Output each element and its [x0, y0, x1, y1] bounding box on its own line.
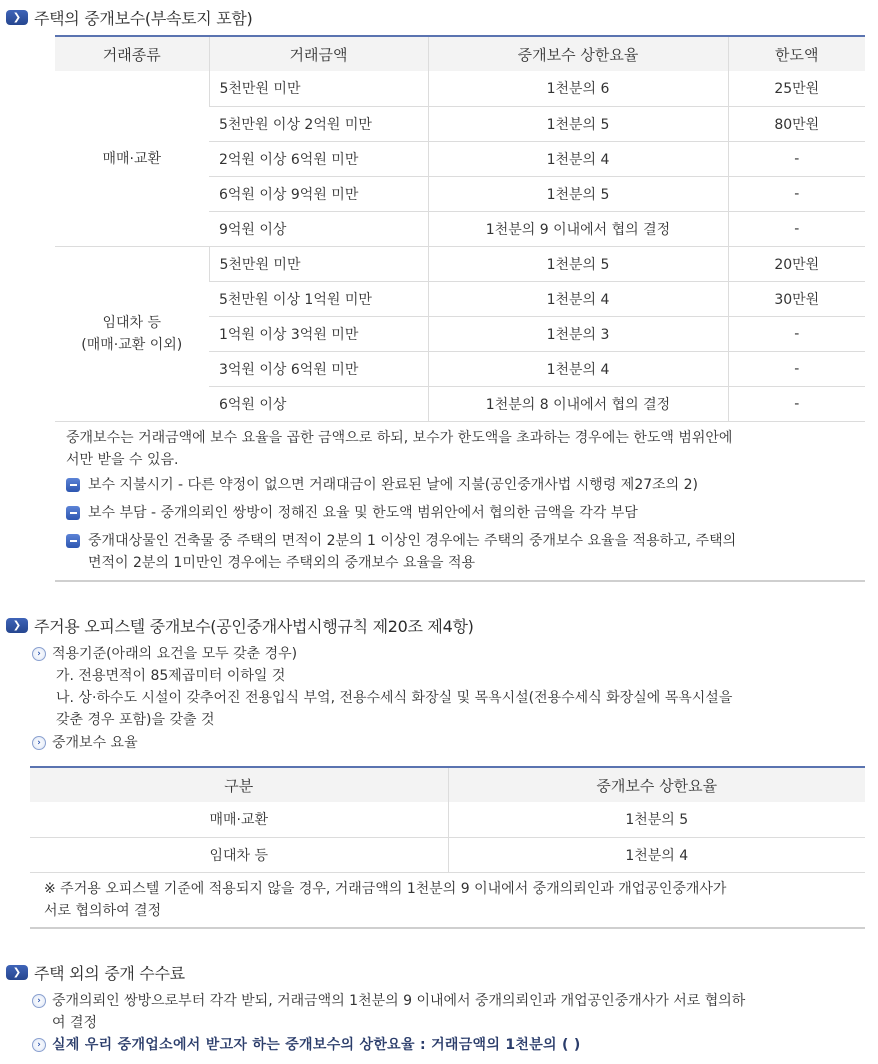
cell-rate: 1천분의 4: [428, 141, 728, 176]
non-housing-item-line1: 중개의뢰인 쌍방으로부터 각각 받되, 거래금액의 1천분의 9 이내에서 중개의뢰인과 개업공인중개사가 서로 협의하: [52, 993, 746, 1009]
cell-limit: 80만원: [728, 106, 865, 141]
cell-amount: 6억원 이상: [209, 386, 428, 421]
section-title-housing: [6, 5, 253, 29]
chevron-circle-right-icon: ›: [32, 1038, 46, 1052]
criteria-label-text: 적용기준(아래의 요건을 모두 갖춘 경우): [52, 646, 298, 662]
group-type-line2: (매매·교환 이외): [81, 336, 183, 353]
housing-fee-table: [55, 35, 865, 422]
group-type-line1: 임대차 등: [102, 314, 162, 331]
cell-amount: 5천만원 이상 2억원 미만: [209, 106, 428, 141]
note-item-payment-time: [66, 474, 698, 496]
table-row: [55, 246, 865, 281]
cell-category: 매매·교환: [30, 802, 448, 837]
cell-amount: 5천만원 미만: [209, 246, 428, 281]
non-housing-item-1: [32, 990, 745, 1034]
cell-limit: 25만원: [728, 71, 865, 106]
cell-rate: 1천분의 4: [428, 351, 728, 386]
max-rate-question: 실제 우리 중개업소에서 받고자 하는 중개보수의 상한요율 : 거래금액의 1천분의 ( ): [52, 1037, 581, 1053]
note-item-text: 보수 지불시기 - 다른 약정이 없으면 거래대금이 완료된 날에 지불(공인중개사법 시행령 제27조의 2): [88, 477, 699, 493]
note-item-mixed-building: [66, 530, 736, 574]
note-item-text-block: [88, 530, 736, 574]
header-rate: 중개보수 상한요율: [428, 36, 728, 71]
header-limit: 한도액: [728, 36, 865, 71]
cell-amount: 6억원 이상 9억원 미만: [209, 176, 428, 211]
cell-amount: 3억원 이상 6억원 미만: [209, 351, 428, 386]
section-title-text: 주택의 중개보수(부속토지 포함): [34, 8, 253, 28]
cell-category: 임대차 등: [30, 837, 448, 872]
cell-amount: 5천만원 미만: [209, 71, 428, 106]
cell-rate: 1천분의 9 이내에서 협의 결정: [428, 211, 728, 246]
officetel-note: [44, 878, 726, 922]
fee-note-line1: 중개보수는 거래금액에 보수 요율을 곱한 금액으로 하되, 보수가 한도액을 초과하는 경우에는 한도액 범위안에: [66, 430, 733, 446]
note-item-text: 보수 부담 - 중개의뢰인 쌍방이 정해진 요율 및 한도액 범위안에서 협의한 금액을 각각 부담: [88, 505, 638, 521]
cell-limit: -: [728, 176, 865, 211]
header-category: 구분: [30, 767, 448, 802]
note-item-line1: 중개대상물인 건축물 중 주택의 면적이 2분의 1 이상인 경우에는 주택의 중개보수 요율을 적용하고, 주택의: [88, 533, 737, 549]
officetel-note-line1: ※ 주거용 오피스텔 기준에 적용되지 않을 경우, 거래금액의 1천분의 9 이내에서 중개의뢰인과 개업공인중개사가: [44, 881, 727, 897]
cell-rate: 1천분의 6: [428, 71, 728, 106]
table-header-row: [30, 767, 865, 802]
section-divider: [30, 927, 865, 929]
fee-note: [66, 427, 732, 471]
cell-limit: 20만원: [728, 246, 865, 281]
non-housing-item-2: [32, 1034, 581, 1056]
chevron-circle-right-icon: ›: [32, 736, 46, 750]
cell-limit: -: [728, 211, 865, 246]
cell-limit: -: [728, 316, 865, 351]
cell-rate: 1천분의 5: [448, 802, 865, 837]
section-title-text: 주거용 오피스텔 중개보수(공인중개사법시행규칙 제20조 제4항): [34, 616, 474, 636]
criteria-b-line1: 나. 상·하수도 시설이 갖추어진 전용입식 부엌, 전용수세식 화장실 및 목욕시설(전용수세식 화장실에 목욕시설을: [56, 690, 733, 706]
minus-icon: [66, 478, 80, 492]
note-item-line2: 면적이 2분의 1미만인 경우에는 주택외의 중개보수 요율을 적용: [88, 555, 476, 571]
rate-label-text: 중개보수 요율: [52, 735, 138, 751]
cell-rate: 1천분의 4: [448, 837, 865, 872]
table-row: [55, 71, 865, 106]
header-transaction-type: 거래종류: [55, 36, 209, 71]
table-header-row: [55, 36, 865, 71]
group-type-sale: 매매·교환: [55, 71, 209, 246]
officetel-note-line2: 서로 협의하여 결정: [44, 903, 162, 919]
cell-rate: 1천분의 4: [428, 281, 728, 316]
non-housing-item-text-block: [52, 990, 745, 1034]
cell-limit: -: [728, 386, 865, 421]
section-divider: [55, 580, 865, 582]
criteria-label: [32, 643, 297, 665]
fee-note-line2: 서만 받을 수 있음.: [66, 452, 179, 468]
section-title-text: 주택 외의 중개 수수료: [34, 963, 185, 983]
non-housing-item-line2: 여 결정: [52, 1015, 98, 1031]
cell-rate: 1천분의 8 이내에서 협의 결정: [428, 386, 728, 421]
chevron-right-icon: ❯: [6, 965, 28, 980]
cell-amount: 2억원 이상 6억원 미만: [209, 141, 428, 176]
section-title-officetel: [6, 613, 474, 637]
criteria-b: [56, 687, 732, 731]
chevron-circle-right-icon: ›: [32, 994, 46, 1008]
chevron-right-icon: ❯: [6, 10, 28, 25]
cell-rate: 1천분의 3: [428, 316, 728, 351]
criteria-a: 가. 전용면적이 85제곱미터 이하일 것: [56, 668, 286, 684]
section-title-non-housing: [6, 960, 185, 984]
cell-rate: 1천분의 5: [428, 246, 728, 281]
table-row: [30, 802, 865, 837]
cell-amount: 5천만원 이상 1억원 미만: [209, 281, 428, 316]
cell-amount: 9억원 이상: [209, 211, 428, 246]
cell-limit: 30만원: [728, 281, 865, 316]
chevron-right-icon: ❯: [6, 618, 28, 633]
cell-limit: -: [728, 351, 865, 386]
cell-limit: -: [728, 141, 865, 176]
cell-rate: 1천분의 5: [428, 176, 728, 211]
chevron-circle-right-icon: ›: [32, 647, 46, 661]
header-amount: 거래금액: [209, 36, 428, 71]
minus-icon: [66, 506, 80, 520]
criteria-b-line2: 갖춘 경우 포함)을 갖출 것: [56, 712, 215, 728]
rate-label: [32, 732, 138, 754]
header-rate: 중개보수 상한요율: [448, 767, 865, 802]
officetel-fee-table: [30, 766, 865, 873]
note-item-fee-burden: [66, 502, 638, 524]
minus-icon: [66, 534, 80, 548]
table-row: [30, 837, 865, 872]
cell-amount: 1억원 이상 3억원 미만: [209, 316, 428, 351]
cell-rate: 1천분의 5: [428, 106, 728, 141]
group-type-lease: [55, 246, 209, 421]
